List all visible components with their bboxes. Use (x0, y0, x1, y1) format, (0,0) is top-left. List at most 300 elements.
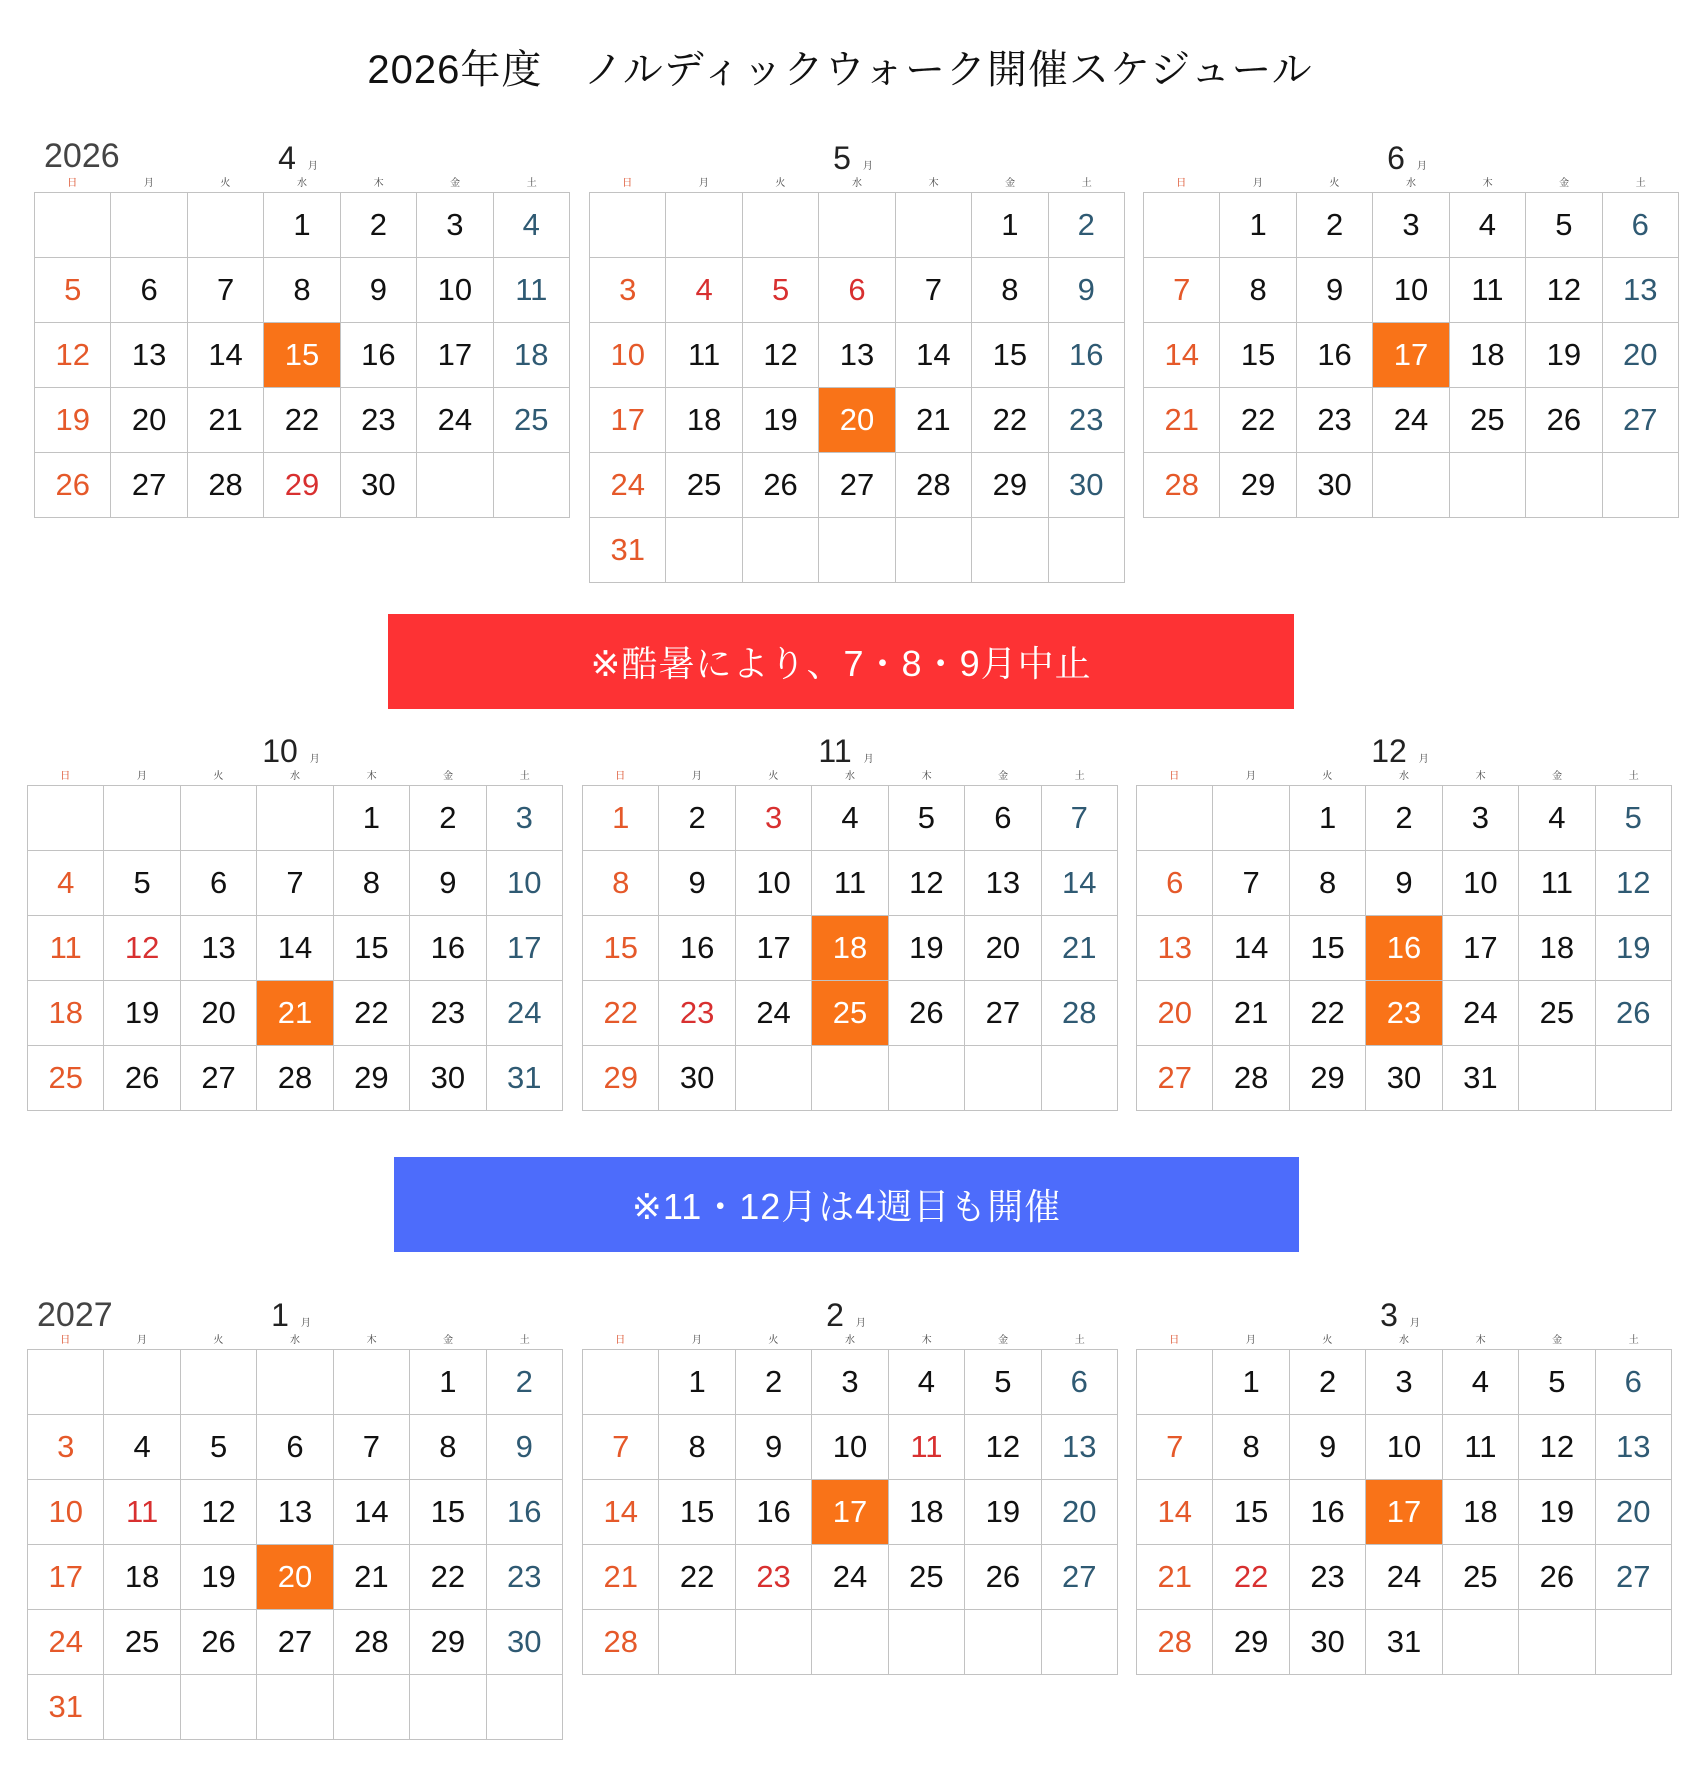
day-cell: 5 (1526, 193, 1602, 258)
day-cell: 19 (1596, 916, 1672, 981)
day-cell: 11 (812, 851, 888, 916)
day-cell: 20 (1603, 323, 1679, 388)
day-cell: 10 (736, 851, 812, 916)
weekday-label: 土 (1628, 1335, 1639, 1346)
day-cell: 16 (736, 1480, 812, 1545)
month-header (582, 733, 1118, 767)
day-cell: 18 (1443, 1480, 1519, 1545)
day-cell: 16 (1297, 323, 1373, 388)
empty-day-cell (965, 1610, 1041, 1675)
event-day-cell: 20 (819, 388, 895, 453)
weekday-label: 日 (60, 1335, 71, 1346)
weekday-header-row (1143, 176, 1679, 192)
weekday-label: 土 (1635, 178, 1646, 189)
day-cell: 21 (896, 388, 972, 453)
day-cell: 15 (583, 916, 659, 981)
day-cell: 2 (1297, 193, 1373, 258)
empty-day-cell (896, 193, 972, 258)
empty-day-cell (257, 786, 333, 851)
day-grid (1136, 1349, 1672, 1675)
day-cell: 13 (257, 1480, 333, 1545)
empty-day-cell (1596, 1610, 1672, 1675)
day-cell: 30 (1049, 453, 1125, 518)
day-cell: 6 (1137, 851, 1213, 916)
month-unit-label: 月 (862, 161, 873, 172)
weekday-header-row (1136, 769, 1672, 785)
day-cell: 20 (1596, 1480, 1672, 1545)
empty-day-cell (1049, 518, 1125, 583)
empty-day-cell (410, 1675, 486, 1740)
day-cell: 25 (1443, 1545, 1519, 1610)
weekday-label: 水 (1398, 1335, 1409, 1346)
day-cell: 29 (334, 1046, 410, 1111)
day-cell: 20 (965, 916, 1041, 981)
empty-day-cell (1603, 453, 1679, 518)
empty-day-cell (1526, 453, 1602, 518)
weekday-header-row (589, 176, 1125, 192)
day-cell: 5 (965, 1350, 1041, 1415)
day-cell: 24 (812, 1545, 888, 1610)
weekday-label: 日 (67, 178, 78, 189)
empty-day-cell (1443, 1610, 1519, 1675)
day-cell: 2 (1049, 193, 1125, 258)
day-cell: 29 (972, 453, 1048, 518)
weekday-label: 土 (1074, 771, 1085, 782)
weekday-label: 火 (768, 771, 779, 782)
month-header (582, 1297, 1118, 1331)
weekday-label: 木 (1482, 178, 1493, 189)
weekday-label: 月 (136, 1335, 147, 1346)
day-cell: 28 (896, 453, 972, 518)
weekday-label: 金 (443, 1335, 454, 1346)
weekday-label: 火 (1322, 1335, 1333, 1346)
day-cell: 15 (1220, 323, 1296, 388)
weekday-label: 金 (1552, 771, 1563, 782)
event-day-cell: 20 (257, 1545, 333, 1610)
day-cell: 15 (659, 1480, 735, 1545)
weekday-label: 金 (1005, 178, 1016, 189)
day-cell: 30 (1290, 1610, 1366, 1675)
empty-day-cell (812, 1046, 888, 1111)
month-unit-label: 月 (855, 1318, 866, 1329)
day-cell: 23 (487, 1545, 563, 1610)
day-cell: 11 (1519, 851, 1595, 916)
day-cell: 3 (812, 1350, 888, 1415)
event-day-cell: 17 (1366, 1480, 1442, 1545)
weekday-label: 土 (519, 1335, 530, 1346)
weekday-label: 月 (143, 178, 154, 189)
day-cell: 30 (1297, 453, 1373, 518)
day-cell: 27 (819, 453, 895, 518)
event-day-cell: 23 (1366, 981, 1442, 1046)
day-cell: 19 (104, 981, 180, 1046)
empty-day-cell (743, 193, 819, 258)
weekday-label: 土 (1081, 178, 1092, 189)
day-grid (1143, 192, 1679, 518)
weekday-label: 木 (1475, 1335, 1486, 1346)
empty-day-cell (889, 1046, 965, 1111)
day-cell: 4 (666, 258, 742, 323)
weekday-header-row (27, 769, 563, 785)
weekday-label: 火 (1329, 178, 1340, 189)
day-grid (582, 1349, 1118, 1675)
day-cell: 3 (1366, 1350, 1442, 1415)
empty-day-cell (1519, 1046, 1595, 1111)
day-cell: 7 (334, 1415, 410, 1480)
empty-day-cell (28, 786, 104, 851)
month-header (1143, 140, 1679, 174)
day-cell: 4 (889, 1350, 965, 1415)
day-cell: 11 (1443, 1415, 1519, 1480)
day-cell: 2 (341, 193, 417, 258)
day-cell: 31 (590, 518, 666, 583)
day-cell: 26 (104, 1046, 180, 1111)
day-cell: 11 (28, 916, 104, 981)
day-cell: 25 (104, 1610, 180, 1675)
day-cell: 28 (1042, 981, 1118, 1046)
day-cell: 19 (1526, 323, 1602, 388)
day-cell: 21 (1137, 1545, 1213, 1610)
day-cell: 4 (1443, 1350, 1519, 1415)
weekday-header-row (27, 1333, 563, 1349)
day-cell: 6 (181, 851, 257, 916)
day-cell: 27 (965, 981, 1041, 1046)
day-cell: 3 (1373, 193, 1449, 258)
month-unit-label: 月 (1418, 754, 1429, 765)
day-cell: 6 (965, 786, 1041, 851)
day-cell: 24 (28, 1610, 104, 1675)
day-cell: 8 (1220, 258, 1296, 323)
day-cell: 28 (188, 453, 264, 518)
day-cell: 16 (341, 323, 417, 388)
day-cell: 1 (1220, 193, 1296, 258)
day-cell: 27 (257, 1610, 333, 1675)
weekday-label: 金 (998, 1335, 1009, 1346)
day-cell: 8 (1213, 1415, 1289, 1480)
empty-day-cell (896, 518, 972, 583)
day-cell: 14 (896, 323, 972, 388)
event-day-cell: 25 (812, 981, 888, 1046)
day-cell: 3 (28, 1415, 104, 1480)
empty-day-cell (1450, 453, 1526, 518)
day-cell: 24 (487, 981, 563, 1046)
empty-day-cell (104, 1350, 180, 1415)
day-cell: 22 (972, 388, 1048, 453)
month-calendar-april (34, 140, 570, 518)
day-cell: 14 (1042, 851, 1118, 916)
day-cell: 27 (111, 453, 187, 518)
weekday-label: 水 (844, 771, 855, 782)
day-cell: 18 (494, 323, 570, 388)
day-cell: 8 (583, 851, 659, 916)
day-cell: 26 (889, 981, 965, 1046)
empty-day-cell (104, 1675, 180, 1740)
empty-day-cell (1137, 1350, 1213, 1415)
empty-day-cell (494, 453, 570, 518)
month-unit-label: 月 (307, 161, 318, 172)
day-cell: 10 (28, 1480, 104, 1545)
empty-day-cell (487, 1675, 563, 1740)
weekday-label: 土 (1628, 771, 1639, 782)
empty-day-cell (1042, 1610, 1118, 1675)
empty-day-cell (334, 1675, 410, 1740)
day-cell: 31 (1366, 1610, 1442, 1675)
day-cell: 1 (1213, 1350, 1289, 1415)
day-cell: 16 (1049, 323, 1125, 388)
day-cell: 19 (743, 388, 819, 453)
day-cell: 23 (1049, 388, 1125, 453)
day-cell: 2 (487, 1350, 563, 1415)
day-cell: 19 (889, 916, 965, 981)
day-cell: 12 (1526, 258, 1602, 323)
day-cell: 9 (659, 851, 735, 916)
empty-day-cell (417, 453, 493, 518)
day-cell: 27 (1137, 1046, 1213, 1111)
day-cell: 10 (812, 1415, 888, 1480)
month-unit-label: 月 (309, 754, 320, 765)
day-cell: 25 (28, 1046, 104, 1111)
day-cell: 13 (1603, 258, 1679, 323)
day-cell: 5 (35, 258, 111, 323)
day-cell: 2 (410, 786, 486, 851)
day-cell: 19 (1519, 1480, 1595, 1545)
day-cell: 28 (257, 1046, 333, 1111)
day-cell: 16 (487, 1480, 563, 1545)
day-cell: 13 (1596, 1415, 1672, 1480)
day-cell: 13 (965, 851, 1041, 916)
month-number: 12 (1371, 733, 1407, 769)
weekday-label: 水 (296, 178, 307, 189)
day-cell: 8 (972, 258, 1048, 323)
day-cell: 15 (1290, 916, 1366, 981)
month-header (27, 733, 563, 767)
day-cell: 25 (1450, 388, 1526, 453)
day-cell: 14 (1213, 916, 1289, 981)
day-cell: 12 (104, 916, 180, 981)
day-cell: 9 (1049, 258, 1125, 323)
weekday-label: 木 (373, 178, 384, 189)
event-day-cell: 17 (1373, 323, 1449, 388)
month-calendar-may (589, 140, 1125, 583)
day-cell: 9 (410, 851, 486, 916)
empty-day-cell (1042, 1046, 1118, 1111)
day-cell: 25 (666, 453, 742, 518)
empty-day-cell (666, 193, 742, 258)
day-grid (27, 785, 563, 1111)
day-cell: 17 (487, 916, 563, 981)
weekday-label: 金 (1559, 178, 1570, 189)
empty-day-cell (972, 518, 1048, 583)
day-cell: 2 (1366, 786, 1442, 851)
empty-day-cell (257, 1350, 333, 1415)
day-cell: 15 (334, 916, 410, 981)
empty-day-cell (583, 1350, 659, 1415)
day-cell: 20 (181, 981, 257, 1046)
day-cell: 1 (659, 1350, 735, 1415)
weekday-label: 土 (519, 771, 530, 782)
day-cell: 12 (35, 323, 111, 388)
cancellation-banner: ※酷暑により、7・8・9月中止 (388, 614, 1294, 709)
event-day-cell: 15 (264, 323, 340, 388)
event-day-cell: 18 (812, 916, 888, 981)
month-unit-label: 月 (1409, 1318, 1420, 1329)
day-cell: 4 (494, 193, 570, 258)
year-label-2026: 2026 (44, 137, 120, 175)
day-cell: 30 (410, 1046, 486, 1111)
day-cell: 5 (104, 851, 180, 916)
day-cell: 29 (583, 1046, 659, 1111)
day-cell: 3 (417, 193, 493, 258)
month-header (27, 1297, 563, 1331)
month-number: 11 (818, 733, 852, 769)
day-cell: 12 (743, 323, 819, 388)
day-cell: 14 (334, 1480, 410, 1545)
day-cell: 8 (1290, 851, 1366, 916)
day-cell: 7 (1137, 1415, 1213, 1480)
day-cell: 25 (494, 388, 570, 453)
day-cell: 31 (28, 1675, 104, 1740)
empty-day-cell (743, 518, 819, 583)
day-cell: 1 (972, 193, 1048, 258)
day-cell: 14 (583, 1480, 659, 1545)
day-cell: 15 (410, 1480, 486, 1545)
day-cell: 1 (1290, 786, 1366, 851)
day-cell: 18 (1450, 323, 1526, 388)
month-header (589, 140, 1125, 174)
month-header (1136, 733, 1672, 767)
empty-day-cell (104, 786, 180, 851)
day-cell: 16 (659, 916, 735, 981)
weekday-label: 火 (775, 178, 786, 189)
weekday-label: 水 (844, 1335, 855, 1346)
day-cell: 8 (264, 258, 340, 323)
month-calendar-january (27, 1297, 563, 1740)
day-cell: 26 (965, 1545, 1041, 1610)
day-cell: 1 (264, 193, 340, 258)
day-cell: 27 (181, 1046, 257, 1111)
day-cell: 8 (410, 1415, 486, 1480)
month-calendar-june (1143, 140, 1679, 518)
day-cell: 12 (181, 1480, 257, 1545)
day-cell: 6 (1042, 1350, 1118, 1415)
day-grid (34, 192, 570, 518)
weekday-label: 月 (1245, 1335, 1256, 1346)
day-cell: 23 (341, 388, 417, 453)
day-cell: 5 (1519, 1350, 1595, 1415)
day-cell: 10 (487, 851, 563, 916)
day-cell: 13 (1137, 916, 1213, 981)
empty-day-cell (889, 1610, 965, 1675)
empty-day-cell (181, 786, 257, 851)
day-cell: 8 (334, 851, 410, 916)
day-cell: 2 (1290, 1350, 1366, 1415)
day-cell: 28 (583, 1610, 659, 1675)
day-cell: 17 (736, 916, 812, 981)
month-calendar-march (1136, 1297, 1672, 1675)
day-cell: 27 (1596, 1545, 1672, 1610)
day-cell: 4 (104, 1415, 180, 1480)
empty-day-cell (181, 1350, 257, 1415)
weekday-header-row (1136, 1333, 1672, 1349)
month-unit-label: 月 (863, 754, 874, 765)
weekday-label: 火 (768, 1335, 779, 1346)
weekday-header-row (582, 1333, 1118, 1349)
weekday-label: 月 (698, 178, 709, 189)
day-cell: 24 (1373, 388, 1449, 453)
weekday-label: 木 (366, 1335, 377, 1346)
day-cell: 27 (1603, 388, 1679, 453)
day-cell: 27 (1042, 1545, 1118, 1610)
day-cell: 7 (1213, 851, 1289, 916)
day-cell: 7 (188, 258, 264, 323)
day-cell: 22 (334, 981, 410, 1046)
day-cell: 13 (1042, 1415, 1118, 1480)
day-cell: 12 (1596, 851, 1672, 916)
day-cell: 25 (889, 1545, 965, 1610)
empty-day-cell (965, 1046, 1041, 1111)
weekday-label: 月 (1252, 178, 1263, 189)
day-cell: 19 (181, 1545, 257, 1610)
day-cell: 9 (736, 1415, 812, 1480)
empty-day-cell (35, 193, 111, 258)
day-cell: 1 (334, 786, 410, 851)
weekday-label: 月 (1245, 771, 1256, 782)
day-cell: 20 (1137, 981, 1213, 1046)
month-header (1136, 1297, 1672, 1331)
day-cell: 11 (1450, 258, 1526, 323)
day-cell: 23 (1290, 1545, 1366, 1610)
day-cell: 17 (417, 323, 493, 388)
weekday-label: 火 (213, 771, 224, 782)
day-cell: 7 (1042, 786, 1118, 851)
weekday-label: 月 (691, 771, 702, 782)
day-cell: 4 (812, 786, 888, 851)
day-cell: 25 (1519, 981, 1595, 1046)
empty-day-cell (812, 1610, 888, 1675)
event-day-cell: 21 (257, 981, 333, 1046)
month-header (34, 140, 570, 174)
weekday-label: 日 (1176, 178, 1187, 189)
weekday-label: 水 (1398, 771, 1409, 782)
empty-day-cell (1144, 193, 1220, 258)
day-cell: 9 (1366, 851, 1442, 916)
day-cell: 4 (28, 851, 104, 916)
day-cell: 3 (590, 258, 666, 323)
day-cell: 6 (257, 1415, 333, 1480)
weekday-label: 水 (1405, 178, 1416, 189)
month-calendar-december (1136, 733, 1672, 1111)
day-cell: 21 (188, 388, 264, 453)
empty-day-cell (736, 1610, 812, 1675)
day-cell: 9 (1297, 258, 1373, 323)
day-cell: 2 (736, 1350, 812, 1415)
weekday-label: 火 (220, 178, 231, 189)
day-cell: 22 (410, 1545, 486, 1610)
day-cell: 14 (188, 323, 264, 388)
weekday-label: 月 (136, 771, 147, 782)
day-cell: 15 (1213, 1480, 1289, 1545)
weekday-label: 木 (1475, 771, 1486, 782)
day-cell: 24 (590, 453, 666, 518)
day-cell: 23 (736, 1545, 812, 1610)
day-cell: 13 (111, 323, 187, 388)
day-cell: 10 (1443, 851, 1519, 916)
weekday-label: 土 (1074, 1335, 1085, 1346)
year-label-2027: 2027 (37, 1296, 113, 1334)
day-cell: 26 (181, 1610, 257, 1675)
day-cell: 24 (1366, 1545, 1442, 1610)
day-cell: 8 (659, 1415, 735, 1480)
